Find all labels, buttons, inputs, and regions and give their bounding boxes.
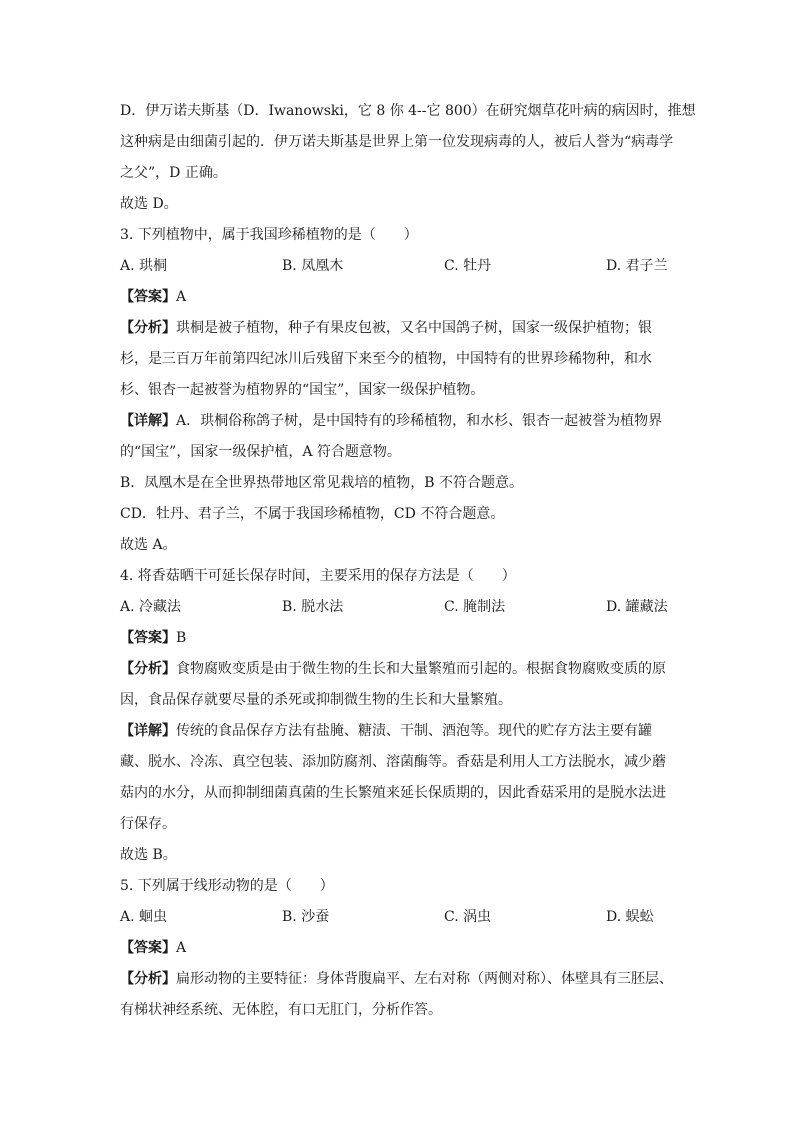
answer-tag: 【答案】	[120, 940, 176, 956]
detail-text: A．珙桐俗称鸽子树，是中国特有的珍稀植物，和水杉、银杏一起被誉为植物界	[176, 413, 663, 429]
q5-answer	[120, 933, 676, 964]
q3-option-b: B. 凤凰木	[282, 258, 344, 274]
q2-text-line: 之父”，D 正确。	[120, 165, 227, 181]
q5-stem: 5. 下列属于线形动物的是（ ）	[120, 878, 334, 894]
q4-option-d: D. 罐藏法	[606, 599, 668, 615]
q3-detail-line: B．凤凰木是在全世界热带地区常见栽培的植物，B 不符合题意。	[120, 475, 524, 491]
q3-detail	[120, 406, 676, 437]
q5-option-a: A. 蛔虫	[120, 909, 168, 925]
detail-text: 传统的食品保存方法有盐腌、糖渍、干制、酒泡等。现代的贮存方法主要有罐	[176, 723, 652, 739]
analysis-text: 扁形动物的主要特征：身体背腹扁平、左右对称（两侧对称）、体壁具有三胚层、	[176, 971, 673, 987]
q2-text-line: 这种病是由细菌引起的．伊万诺夫斯基是世界上第一位发现病毒的人，被后人誉为“病毒学	[120, 134, 674, 150]
analysis-text: 珙桐是被子植物，种子有果皮包被，又名中国鸽子树，国家一级保护植物；银	[176, 320, 652, 336]
q3-answer	[120, 282, 676, 313]
q3-detail-line: CD．牡丹、君子兰，不属于我国珍稀植物，CD 不符合题意。	[120, 506, 505, 522]
analysis-tag: 【分析】	[120, 661, 176, 677]
q3-detail-line: 的“国宝”，国家一级保护植，A 符合题意物。	[120, 444, 401, 460]
q3-conclusion: 故选 A。	[120, 537, 177, 553]
q4-detail-line: 藏、脱水、冷冻、真空包装、添加防腐剂、溶菌酶等。香菇是利用人工方法脱水，减少蘑	[120, 754, 666, 770]
q4-option-c: C. 腌制法	[444, 599, 506, 615]
q4-answer	[120, 623, 676, 654]
detail-tag: 【详解】	[120, 413, 176, 429]
q4-analysis	[120, 654, 676, 685]
analysis-tag: 【分析】	[120, 971, 176, 987]
answer-tag: 【答案】	[120, 630, 176, 646]
answer-tag: 【答案】	[120, 289, 176, 305]
q3-option-a: A. 珙桐	[120, 258, 168, 274]
q3-analysis	[120, 313, 676, 344]
q5-option-c: C. 涡虫	[444, 909, 492, 925]
answer-value: A	[176, 289, 187, 305]
analysis-tag: 【分析】	[120, 320, 176, 336]
q4-detail-line: 菇内的水分，从而抑制细菌真菌的生长繁殖来延长保质期的，因此香菇采用的是脱水法进	[120, 785, 666, 801]
q4-detail-line: 行保存。	[120, 816, 176, 832]
q4-conclusion: 故选 B。	[120, 847, 177, 863]
q2-conclusion: 故选 D。	[120, 196, 178, 212]
detail-tag: 【详解】	[120, 723, 176, 739]
answer-value: A	[176, 940, 187, 956]
q3-options	[120, 251, 676, 282]
q5-options	[120, 902, 676, 933]
q5-option-d: D. 蜈蚣	[606, 909, 654, 925]
q5-analysis	[120, 964, 676, 995]
q3-analysis-line: 杉、银杏一起被誉为植物界的“国宝”，国家一级保护植物。	[120, 382, 485, 398]
q3-analysis-line: 杉，是三百万年前第四纪冰川后残留下来至今的植物，中国特有的世界珍稀物种，和水	[120, 351, 652, 367]
q4-stem: 4. 将香菇晒干可延长保存时间，主要采用的保存方法是（ ）	[120, 568, 516, 584]
q3-option-d: D. 君子兰	[606, 258, 668, 274]
q3-stem: 3. 下列植物中，属于我国珍稀植物的是（ ）	[120, 227, 418, 243]
q4-detail	[120, 716, 676, 747]
q4-analysis-line: 因，食品保存就要尽量的杀死或抑制微生物的生长和大量繁殖。	[120, 692, 512, 708]
q3-option-c: C. 牡丹	[444, 258, 492, 274]
analysis-text: 食物腐败变质是由于微生物的生长和大量繁殖而引起的。根据食物腐败变质的原	[176, 661, 666, 677]
q5-analysis-line: 有梯状神经系统、无体腔，有口无肛门，分析作答。	[120, 1002, 442, 1018]
q4-option-a: A. 冷藏法	[120, 599, 182, 615]
q2-text-line: D．伊万诺夫斯基（D．Iwanowski，它 8 你 4--它 800）在研究烟草花叶病的病因时，推想	[120, 103, 696, 119]
q4-options	[120, 592, 676, 623]
q4-option-b: B. 脱水法	[282, 599, 344, 615]
q5-option-b: B. 沙蚕	[282, 909, 330, 925]
answer-value: B	[176, 630, 187, 646]
